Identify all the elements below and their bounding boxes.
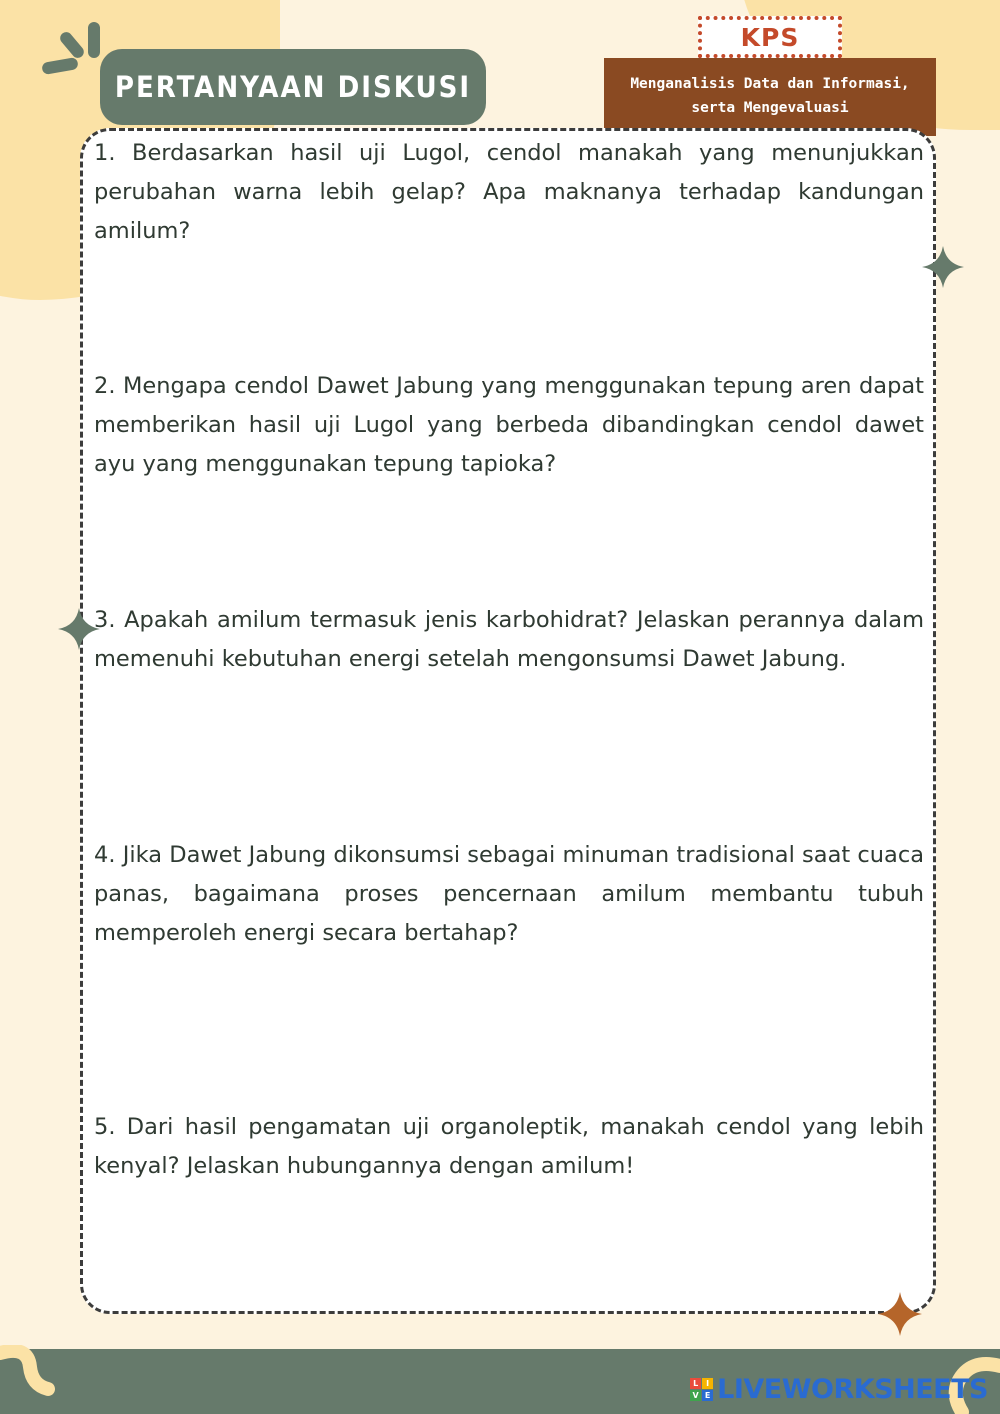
liveworksheets-logo[interactable] [690,1372,988,1406]
logo-grid-icon: L I V E [690,1378,713,1401]
curl-decoration-icon [0,1345,60,1414]
sparkle-icon [922,246,964,288]
question-4: 4. Jika Dawet Jabung dikonsumsi sebagai minuman tradisional saat cuaca panas, bagaimana proses pencernaan amilum membantu tubuh memperoleh energi secara bertahap? [94,842,924,946]
skill-label-line1: Menganalisis Data dan Informasi, [630,76,910,93]
sparkle-icon [878,1292,922,1336]
question-3: 3. Apakah amilum termasuk jenis karbohidrat? Jelaskan perannya dalam memenuhi kebutuhan energi setelah mengonsumsi Dawet Jabung. [94,607,924,672]
logo-text: LIVEWORKSHEETS [717,1373,988,1405]
skill-label-line2: serta Mengevaluasi [691,100,849,116]
question-1: 1. Berdasarkan hasil uji Lugol, cendol manakah yang menunjukkan perubahan warna lebih gelap? Apa maknanya terhadap kandungan amilum? [94,140,924,244]
kps-badge: KPS [698,16,842,58]
sparkle-icon [58,608,100,650]
section-title: PERTANYAAN DISKUSI [100,49,486,125]
question-5: 5. Dari hasil pengamatan uji organoleptik, manakah cendol yang lebih kenyal? Jelaskan hubungannya dengan amilum! [94,1114,924,1179]
skill-label [604,58,936,136]
rays-decoration-icon [38,20,108,82]
question-2: 2. Mengapa cendol Dawet Jabung yang menggunakan tepung aren dapat memberikan hasil uji Lugol yang berbeda dibandingkan cendol dawet ayu yang menggunakan tepung tapioka? [94,373,924,477]
